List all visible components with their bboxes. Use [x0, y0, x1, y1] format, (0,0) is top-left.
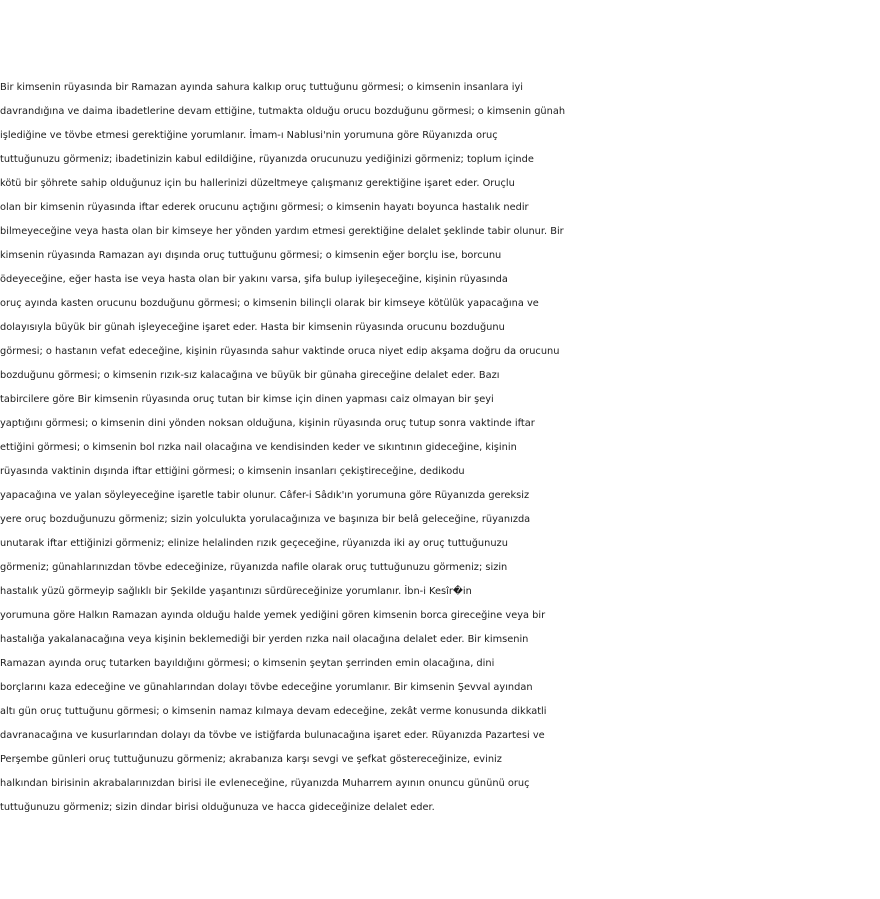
text-line: halkından birisinin akrabalarınızdan birisi ile evleneceğine, rüyanızda Muharrem ayının onuncu gününü oruç: [0, 778, 530, 789]
text-line: görmesi; o hastanın vefat edeceğine, kişinin rüyasında sahur vaktinde oruca niyet edip akşama doğru da orucunu: [0, 346, 560, 357]
text-line: davrandığına ve daima ibadetlerine devam ettiğine, tutmakta olduğu orucu bozduğunu görmesi; o kimsenin günah: [0, 106, 566, 117]
text-line: davranacağına ve kusurlarından dolayı da tövbe ve istiğfarda bulunacağına işaret eder. Rüyanızda Pazartesi ve: [0, 730, 545, 741]
text-line: yaptığını görmesi; o kimsenin dini yönden noksan olduğuna, kişinin rüyasında oruç tutup sonra vaktinde iftar: [0, 418, 535, 429]
text-line: oruç ayında kasten orucunu bozduğunu görmesi; o kimsenin bilinçli olarak bir kimseye kötülük yapacağına ve: [0, 298, 539, 309]
text-line: dolayısıyla büyük bir günah işleyeceğine işaret eder. Hasta bir kimsenin rüyasında orucunu bozduğunu: [0, 322, 505, 333]
text-line: olan bir kimsenin rüyasında iftar ederek orucunu açtığını görmesi; o kimsenin hayatı boyunca hastalık nedir: [0, 202, 529, 213]
text-line: bilmeyeceğine veya hasta olan bir kimseye her yönden yardım etmesi gerektiğine delalet şeklinde tabir olunur. Bir: [0, 226, 564, 237]
text-line: rüyasında vaktinin dışında iftar ettiğini görmesi; o kimsenin insanları çekiştireceğine, dedikodu: [0, 466, 465, 477]
text-line: tuttuğunuzu görmeniz; ibadetinizin kabul edildiğine, rüyanızda orucunuzu yediğinizi görmeniz; toplum içinde: [0, 154, 534, 165]
text-line: tabircilere göre Bir kimsenin rüyasında oruç tutan bir kimse için dinen yapması caiz olmayan bir şeyi: [0, 394, 494, 405]
text-line: bozduğunu görmesi; o kimsenin rızık-sız kalacağına ve büyük bir günaha gireceğine delalet eder. Bazı: [0, 370, 500, 381]
text-line: kimsenin rüyasında Ramazan ayı dışında oruç tuttuğunu görmesi; o kimsenin eğer borçlu ise, borcunu: [0, 250, 502, 261]
text-line: görmeniz; günahlarınızdan tövbe edeceğinize, rüyanızda nafile olarak oruç tuttuğunuzu görmeniz; sizin: [0, 562, 508, 573]
text-line: işlediğine ve tövbe etmesi gerektiğine yorumlanır. İmam-ı Nablusi'nin yorumuna göre Rüyanızda oruç: [0, 130, 498, 141]
text-line: unutarak iftar ettiğinizi görmeniz; elinize helalinden rızık geçeceğine, rüyanızda iki ay oruç tuttuğunuzu: [0, 538, 508, 549]
text-line: yorumuna göre Halkın Ramazan ayında olduğu halde yemek yediğini gören kimsenin borca gireceğine veya bir: [0, 610, 546, 621]
text-line: altı gün oruç tuttuğunu görmesi; o kimsenin namaz kılmaya devam edeceğine, zekât verme konusunda dikkatli: [0, 706, 547, 717]
text-line: Ramazan ayında oruç tutarken bayıldığını görmesi; o kimsenin şeytan şerrinden emin olacağına, dini: [0, 658, 495, 669]
text-line: tuttuğunuzu görmeniz; sizin dindar birisi olduğunuza ve hacca gideceğinize delalet eder.: [0, 802, 435, 813]
text-line: ödeyeceğine, eğer hasta ise veya hasta olan bir yakını varsa, şifa bulup iyileşeceğine, kişinin rüyasında: [0, 274, 508, 285]
text-line: ettiğini görmesi; o kimsenin bol rızka nail olacağına ve kendisinden keder ve sıkıntının gideceğine, kişinin: [0, 442, 517, 453]
text-line: yapacağına ve yalan söyleyeceğine işaretle tabir olunur. Câfer-i Sâdık'ın yorumuna göre Rüyanızda gereksiz: [0, 490, 530, 501]
text-line: Perşembe günleri oruç tuttuğunuzu görmeniz; akrabanıza karşı sevgi ve şefkat göstereceğinize, eviniz: [0, 754, 502, 765]
text-line: borçlarını kaza edeceğine ve günahlarından dolayı tövbe edeceğine yorumlanır. Bir kimsenin Şevval ayından: [0, 682, 533, 693]
text-line: hastalık yüzü görmeyip sağlıklı bir Şekilde yaşantınızı sürdüreceğinize yorumlanır. İbn-i Kesîr�in: [0, 586, 472, 597]
text-line: Bir kimsenin rüyasında bir Ramazan ayında sahura kalkıp oruç tuttuğunu görmesi; o kimsenin insanlara iyi: [0, 82, 524, 93]
text-line: kötü bir şöhrete sahip olduğunuz için bu hallerinizi düzeltmeye çalışmanız gerektiğine işaret eder. Oruçlu: [0, 178, 515, 189]
text-line: hastalığa yakalanacağına veya kişinin beklemediği bir yerden rızka nail olacağına delalet eder. Bir kimsenin: [0, 634, 529, 645]
text-line: yere oruç bozduğunuzu görmeniz; sizin yolculukta yorulacağınıza ve başınıza bir belâ geleceğine, rüyanızda: [0, 514, 531, 525]
article-body: [0, 76, 870, 820]
